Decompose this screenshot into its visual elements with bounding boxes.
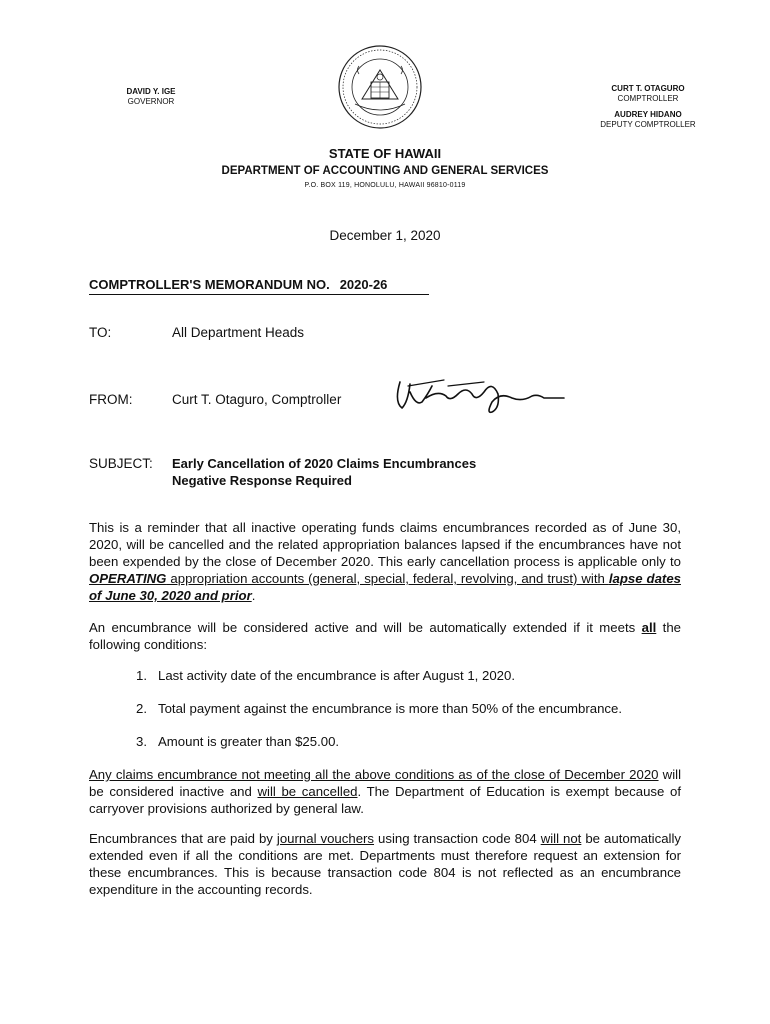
governor-block bbox=[96, 87, 206, 107]
paragraph-journal-vouchers bbox=[89, 830, 681, 898]
subject-value bbox=[172, 455, 476, 489]
to-value: All Department Heads bbox=[172, 325, 305, 340]
subject-line-1: Early Cancellation of 2020 Claims Encumbrances bbox=[172, 456, 477, 471]
subject-label: SUBJECT: bbox=[89, 456, 153, 471]
deputy-name: AUDREY HIDANO bbox=[614, 110, 682, 119]
list-item-text: Amount is greater than $25.00. bbox=[158, 734, 340, 749]
governor-title: GOVERNOR bbox=[127, 97, 175, 106]
p2-text-c: the following conditions: bbox=[89, 620, 681, 652]
list-item-number: 3. bbox=[136, 734, 147, 749]
list-item-text: Total payment against the encumbrance is more than 50% of the encumbrance. bbox=[158, 701, 623, 716]
memo-heading bbox=[89, 277, 429, 295]
p1-text-e: . bbox=[251, 588, 256, 603]
p2-all: all bbox=[641, 620, 657, 635]
memo-heading-text: COMPTROLLER'S MEMORANDUM NO. bbox=[89, 277, 330, 292]
comptroller-name: CURT T. OTAGURO bbox=[611, 84, 685, 93]
state-title: STATE OF HAWAII bbox=[328, 146, 442, 161]
department-title: DEPARTMENT OF ACCOUNTING AND GENERAL SERVICES bbox=[221, 165, 549, 177]
p4-journal-vouchers: journal vouchers bbox=[276, 831, 375, 846]
p4-text-e: be automatically extended even if all the conditions are met. Departments must therefore request an extension for these encumbrances. This is because transaction code 804 is not reflected as an encumbrance expenditure in the accounting records. bbox=[89, 831, 681, 897]
from-value: Curt T. Otaguro, Comptroller bbox=[172, 392, 342, 407]
memo-number: 2020-26 bbox=[339, 277, 388, 292]
state-seal-icon bbox=[337, 44, 423, 130]
list-item bbox=[136, 734, 339, 749]
p2-text-a: An encumbrance will be considered active and will be automatically extended if it meets bbox=[89, 620, 642, 635]
subject-line-2: Negative Response Required bbox=[172, 473, 352, 488]
to-line bbox=[89, 325, 304, 340]
p3-text-d: . The Department of Education is exempt because of carryover provisions authorized by general law. bbox=[89, 784, 682, 816]
governor-name: DAVID Y. IGE bbox=[126, 87, 176, 96]
deputy-title: DEPUTY COMPTROLLER bbox=[600, 120, 696, 129]
p1-text-c: appropriation accounts (general, special, federal, revolving, and trust) with bbox=[166, 571, 609, 586]
comptroller-title: COMPTROLLER bbox=[617, 94, 679, 103]
paragraph-cancellation bbox=[89, 766, 681, 817]
list-item bbox=[136, 701, 622, 716]
paragraph-conditions-intro bbox=[89, 619, 681, 653]
p4-text-c: using transaction code 804 bbox=[374, 831, 541, 846]
subject-line bbox=[89, 455, 476, 489]
comptroller-block bbox=[588, 84, 708, 130]
list-item-text: Last activity date of the encumbrance is after August 1, 2020. bbox=[158, 668, 516, 683]
list-item bbox=[136, 668, 515, 683]
paragraph-reminder bbox=[89, 519, 681, 604]
to-label: TO: bbox=[89, 325, 112, 340]
from-label: FROM: bbox=[89, 392, 133, 407]
p1-text-a: This is a reminder that all inactive operating funds claims encumbrances recorded as of June 30, 2020, will be cancelled and the related appropriation balances lapsed if the encumbrances have not been expended by the close of December 2020. This early cancellation process is applicable only to bbox=[89, 520, 681, 569]
memo-date: December 1, 2020 bbox=[329, 228, 441, 243]
p3-will-be-cancelled: will be cancelled bbox=[257, 784, 358, 799]
p1-lapse-dates: lapse dates of June 30, 2020 and prior bbox=[89, 571, 681, 603]
handwritten-signature-icon bbox=[388, 372, 568, 418]
list-item-number: 2. bbox=[136, 701, 147, 716]
from-line bbox=[89, 392, 341, 407]
p1-operating: OPERATING bbox=[89, 571, 167, 586]
p3-text-a: Any claims encumbrance not meeting all the above conditions as of the close of December 2020 bbox=[89, 767, 659, 782]
p3-text-b: will be considered inactive and bbox=[89, 767, 681, 799]
department-address: P.O. BOX 119, HONOLULU, HAWAII 96810-0119 bbox=[304, 182, 466, 189]
p4-text-a: Encumbrances that are paid by bbox=[89, 831, 277, 846]
list-item-number: 1. bbox=[136, 668, 147, 683]
p4-will-not: will not bbox=[540, 831, 582, 846]
